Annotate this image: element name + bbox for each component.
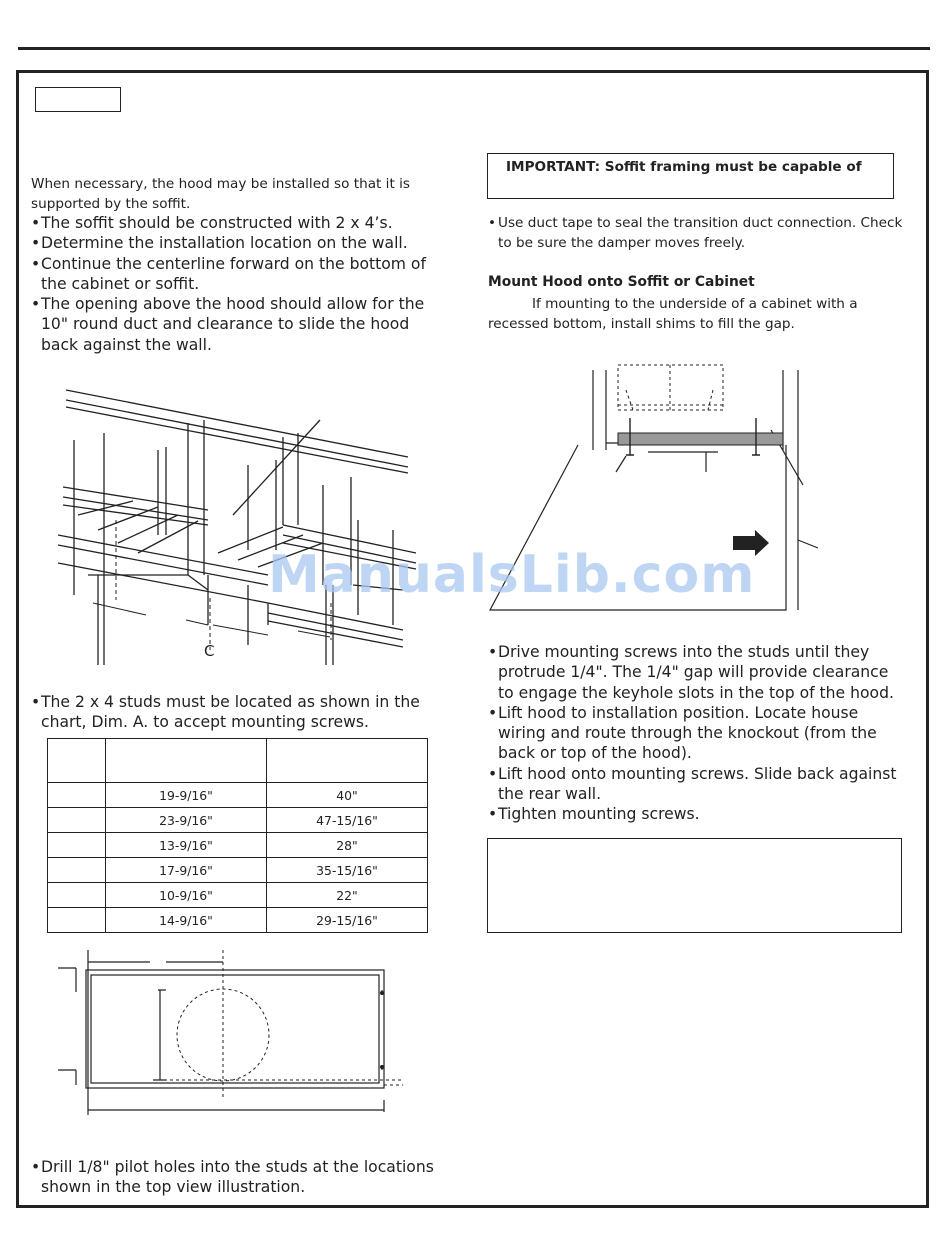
table-row: 17-9/16" 35-15/16" bbox=[48, 858, 428, 883]
mount-bullets bbox=[488, 642, 908, 825]
top-view-illustration bbox=[58, 950, 408, 1115]
duct-tape-bullets bbox=[488, 213, 918, 253]
bullet-item: • The 2 x 4 studs must be located as shown in the chart, Dim. A. to accept mounting screws. bbox=[31, 692, 441, 733]
important-text: IMPORTANT: Soffit framing must be capable of bbox=[506, 159, 862, 175]
top-rule bbox=[18, 47, 930, 50]
bullet-item: • Drive mounting screws into the studs until they protrude 1/4". The 1/4" gap will provide clearance to engage the keyhole slots in the top of the hood. bbox=[488, 642, 908, 703]
table-row: 10-9/16" 22" bbox=[48, 883, 428, 908]
centerline-symbol: C bbox=[204, 642, 215, 660]
bullet-item: • Tighten mounting screws. bbox=[488, 804, 908, 824]
studs-bullets bbox=[31, 692, 441, 733]
table-row: 19-9/16" 40" bbox=[48, 783, 428, 808]
section-heading: Mount Hood onto Soffit or Cabinet bbox=[488, 274, 755, 290]
bullet-item: • Drill 1/8" pilot holes into the studs at the locations shown in the top view illustration. bbox=[31, 1157, 441, 1198]
mount-text: If mounting to the underside of a cabinet with a recessed bottom, install shims to fill the gap. bbox=[488, 296, 858, 332]
bullet-item: • Use duct tape to seal the transition duct connection. Check to be sure the damper moves freely. bbox=[488, 213, 918, 253]
bullet-item: • The opening above the hood should allow for the 10" round duct and clearance to slide the hood back against the wall. bbox=[31, 294, 441, 355]
bullet-item: • Lift hood onto mounting screws. Slide back against the rear wall. bbox=[488, 764, 908, 805]
table-header-row bbox=[48, 739, 428, 783]
stud-dimension-table bbox=[47, 738, 428, 933]
bullet-item: • Continue the centerline forward on the bottom of the cabinet or soffit. bbox=[31, 254, 441, 295]
drill-bullets bbox=[31, 1157, 441, 1198]
soffit-bullets bbox=[31, 213, 441, 355]
watermark: ManualsLib.com bbox=[268, 545, 756, 605]
soffit-intro: When necessary, the hood may be installed so that it is supported by the soffit. bbox=[31, 176, 410, 212]
bullet-item: • The soffit should be constructed with 2 x 4’s. bbox=[31, 213, 441, 233]
important-box bbox=[487, 153, 894, 199]
section-tag-box bbox=[35, 87, 121, 112]
table-row: 23-9/16" 47-15/16" bbox=[48, 808, 428, 833]
soffit-framing-illustration bbox=[58, 385, 418, 670]
table-row: 13-9/16" 28" bbox=[48, 833, 428, 858]
bullet-item: • Determine the installation location on the wall. bbox=[31, 233, 441, 253]
bullet-item: • Lift hood to installation position. Locate house wiring and route through the knockout (from the back or top of the hood). bbox=[488, 703, 908, 764]
table-row: 14-9/16" 29-15/16" bbox=[48, 908, 428, 933]
note-box bbox=[487, 838, 902, 933]
